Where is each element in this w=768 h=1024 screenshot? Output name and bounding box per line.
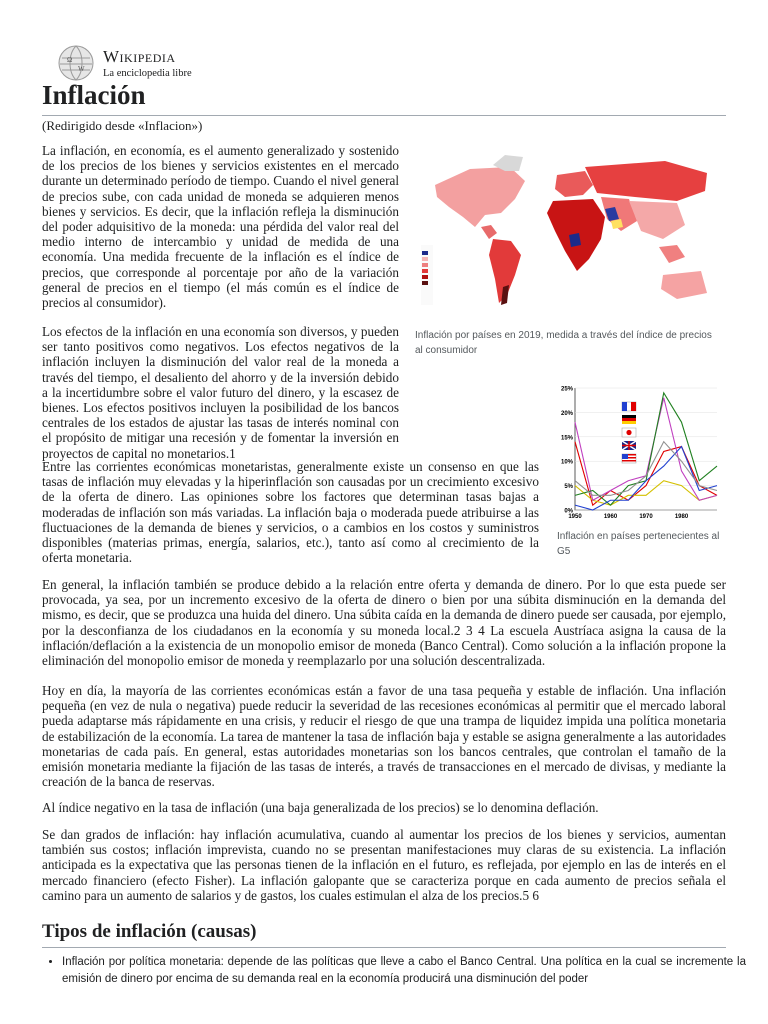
section-heading-tipos: Tipos de inflación (causas) [42, 921, 257, 942]
world-map-caption: Inflación por países en 2019, medida a través del índice de precios al consumidor [415, 330, 712, 356]
g5-chart-caption: Inflación en países pertenecientes al G5 [557, 531, 720, 557]
flag-legend [622, 402, 636, 463]
y-tick-label: 15% [560, 435, 573, 442]
world-inflation-map[interactable] [415, 147, 721, 317]
deflation-paragraph: Al índice negativo en la tasa de inflación (una baja generalizada de los precios) se lo denomina deflación. [42, 800, 599, 815]
list-item: • Inflación por política monetaria: depende de las políticas que lleve a cabo el Banco Central. Una política en la cual se incremente la emisión de dinero por encima de su demanda real en la economía producirá una disminución del poder [62, 954, 746, 988]
svg-text:W: W [78, 65, 85, 73]
world-map-figure [415, 147, 725, 358]
effects-paragraph: Los efectos de la inflación en una economía son diversos, y pueden ser tanto positivos como negativos. Los efectos negativos de la inflación incluyen la disminución del valor real de la moneda a través del tiempo, el desaliento del ahorro y de la inversión debido a la incertidumbre sobre el valor futuro del dinero, y la escasez de bienes. Los efectos positivos incluyen la posibilidad de los bancos centrales de los estados de ajustar las tasas de interés nominal con el propósito de mitigar una recesión y de fomentar la inversión en proyectos de capital no monetarios.1 [42, 324, 399, 461]
y-tick-label: 0% [564, 508, 573, 515]
wikipedia-globe-icon [57, 44, 95, 82]
g5-chart-figure [557, 382, 725, 559]
svg-text:Ω: Ω [67, 56, 73, 64]
wikipedia-logo[interactable] [57, 44, 207, 84]
inflation-degrees-paragraph: Se dan grados de inflación: hay inflación acumulativa, cuando al aumentar los precios de los bienes y servicios, aumentan también sus costos; inflación imprevista, cuando no se presentan manifestaciones muy claras de su existencia. La inflación anticipada es la expectativa que las personas tienen de la inflación en el futuro, es reflejada, por ejemplo en las de interés en el mercado financiero (efecto Fisher). La inflación galopante que se caracteriza porque en cada aumento de precios señala el camino para un aumento de salarios y de gastos, los cuales estimulan el alza de los precios.5 6 [42, 827, 726, 903]
y-tick-label: 25% [560, 386, 573, 393]
redirect-note[interactable]: (Redirigido desde «Inflacion») [42, 118, 203, 133]
title-divider [42, 115, 726, 116]
x-tick-label: 1970 [639, 514, 653, 520]
wikipedia-wordmark: Wikipedia [103, 47, 176, 66]
x-tick-label: 1980 [674, 514, 689, 520]
y-tick-label: 5% [564, 484, 573, 491]
modern-view-paragraph: Hoy en día, la mayoría de las corrientes económicas están a favor de una tasa pequeña y estable de inflación. Una inflación pequeña (en vez de nula o negativa) puede reducir la severidad de las recesiones económicas al permitir que el mercado laboral pueda adaptarse más rápidamente en una crisis, y reducir el riesgo de que una trampa de liquidez impida una política monetaria de estabilización de la economía. La tarea de mantener la tasa de inflación baja y estable se asigna generalmente a las autoridades monetarias de cada país. En general, estas autoridades monetarias son los bancos centrales, que controlan el tamaño de la emisión monetaria mediante la fijación de las tasas de interés, a través de transacciones en el mercado de divisas, y mediante la creación de la banca de reservas. [42, 683, 726, 790]
inflation-types-list [42, 954, 746, 988]
x-tick-label: 1960 [603, 514, 618, 520]
intro-paragraph: La inflación, en economía, es el aumento generalizado y sostenido de los precios de los bienes y servicios existentes en el mercado durante un determinado período de tiempo. Cuando el nivel general de precios sube, con cada unidad de moneda se adquieren menos bienes y servicios. Es decir, que la inflación refleja la disminución del poder adquisitivo de la moneda: una pérdida del valor real del medio interno de intercambio y unidad de medida de una economía. Una medida frecuente de la inflación es el índice de precios, que corresponde al porcentaje por año de la variación general de precios en el tiempo (el más común es el índice de precios al consumidor). [42, 143, 399, 311]
effects-paragraph-start [42, 324, 399, 461]
y-tick-label: 20% [560, 410, 573, 417]
monetarist-paragraph: Entre las corrientes económicas monetaristas, generalmente existe un consenso en que las tasas de inflación muy elevadas y la hiperinflación son causadas por un crecimiento excesivo de la oferta de dinero. Las opiniones sobre los factores que determinan tasas bajas a moderadas de inflación son más variadas. La inflación baja o moderada puede atribuirse a las fluctuaciones de la demanda de bienes y servicios, o a cambios en los costos y suministros disponibles (materias primas, energía, salarios, etc.), tanto así como al crecimiento de la oferta monetaria. [42, 459, 539, 566]
wikipedia-tagline: La enciclopedia libre [103, 68, 192, 79]
g5-inflation-chart[interactable] [557, 382, 722, 522]
money-demand-paragraph: En general, la inflación también se produce debido a la relación entre oferta y demanda de dinero. Por lo que esta puede ser provocada, ya sea, por un incremento excesivo de la oferta de dinero o bien por una súbita disminución en la demanda del mismo, es decir, que se produzca una huida del dinero. Una súbita caída en la demanda de dinero puede ser causada, por ejemplo, por la desconfianza de los ciudadanos en la economía y su moneda local.2 3 4 La escuela Austríaca asigna la causa de la inflación/deflación a la existencia de un monopolio emisor de moneda (Banco Central). Como solución a la inflación propone la eliminación del monopolio emisor de moneda y reemplazarlo por una solución descentralizada. [42, 577, 726, 669]
y-tick-label: 10% [560, 459, 573, 466]
page-title: Inflación [42, 80, 146, 110]
x-tick-label: 1950 [568, 514, 582, 520]
section-divider [42, 947, 726, 948]
